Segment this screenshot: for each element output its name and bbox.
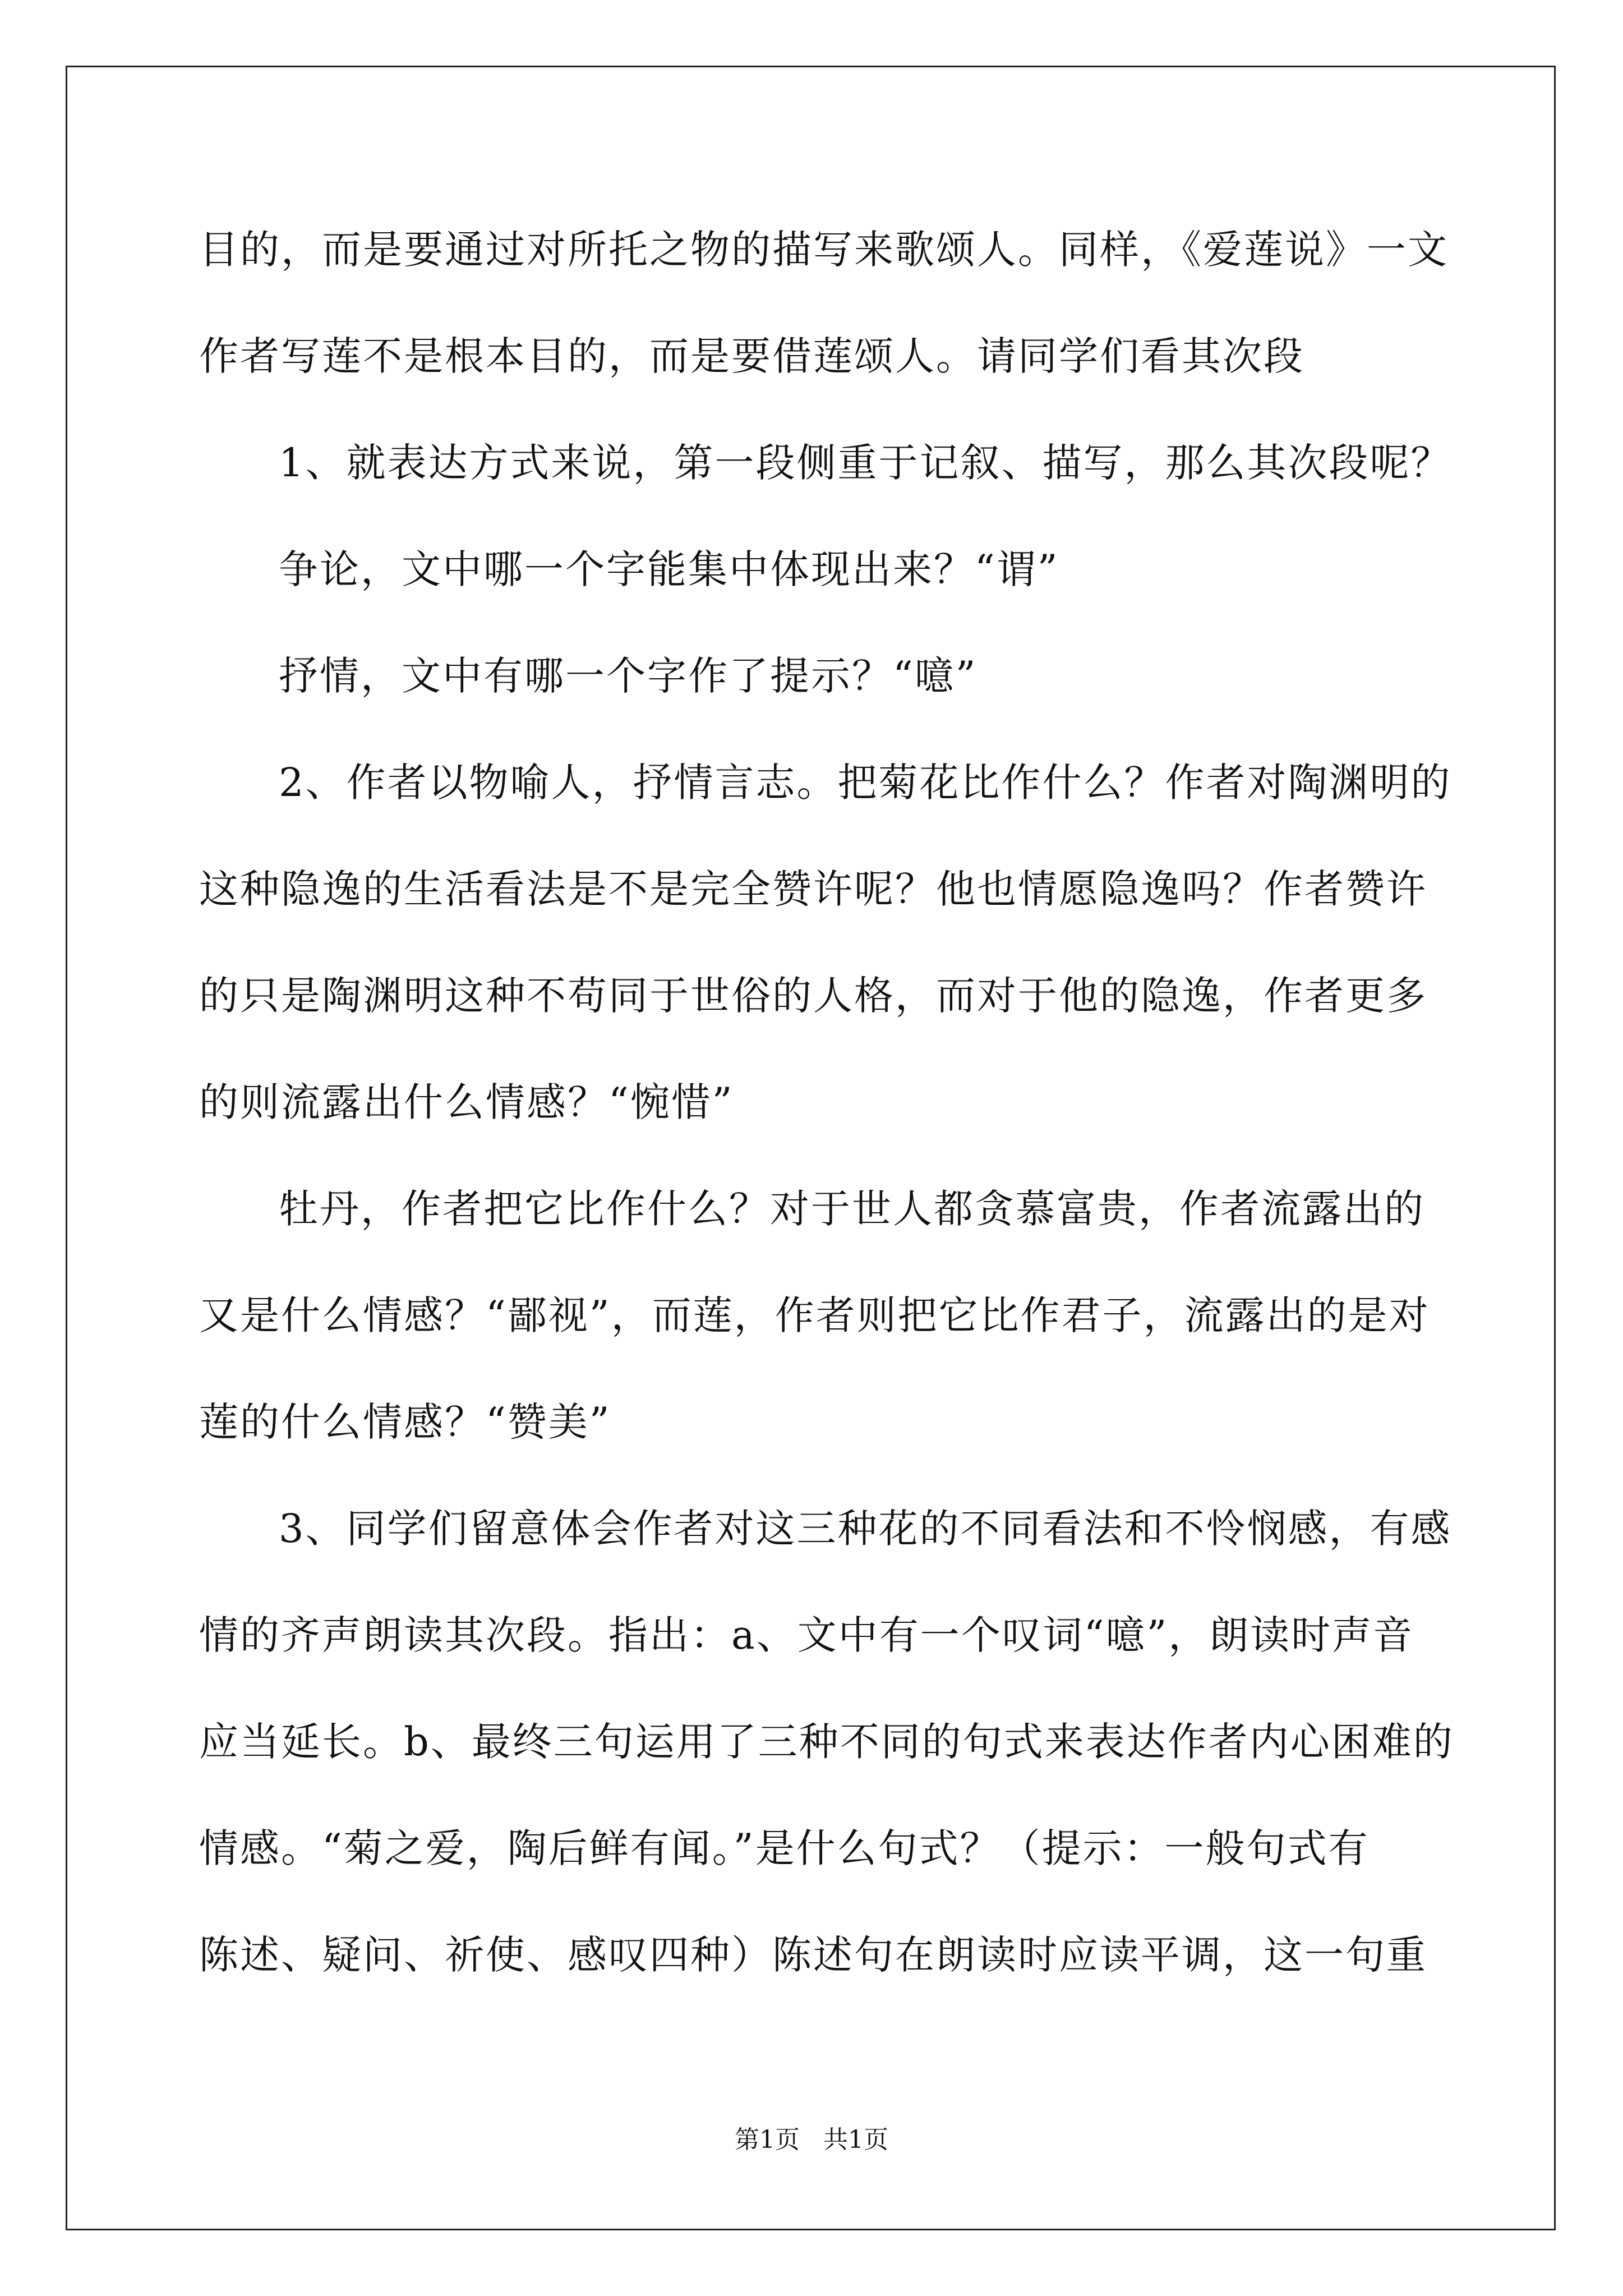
text-line: 应当延长。b、最终三句运用了三种不同的句式来表达作者内心困难的: [199, 1719, 1454, 1765]
page-footer: [0, 2126, 1623, 2154]
paragraph-start-line: 2、作者以物喻人，抒情言志。把菊花比作什么？作者对陶渊明的: [279, 760, 1452, 806]
page-border: [66, 66, 1556, 2230]
text-line: 目的，而是要通过对所托之物的描写来歌颂人。同样，《爱莲说》一文: [199, 227, 1449, 273]
paragraph-start-line: 抒情，文中有哪一个字作了提示？“噫”: [279, 653, 978, 699]
page-total: 共1页: [823, 2125, 888, 2154]
text-line: 情感。“菊之爱，陶后鲜有闻。”是什么句式？（提示：一般句式有: [199, 1825, 1370, 1871]
text-line: 莲的什么情感？“赞美”: [199, 1399, 611, 1445]
text-line: 又是什么情感？“鄙视”，而莲，作者则把它比作君子，流露出的是对: [199, 1292, 1430, 1338]
text-line: 的只是陶渊明这种不苟同于世俗的人格，而对于他的隐逸，作者更多: [199, 973, 1427, 1019]
text-line: 的则流露出什么情感？“惋惜”: [199, 1079, 734, 1125]
paragraph-start-line: 1、就表达方式来说，第一段侧重于记叙、描写，那么其次段呢？: [279, 440, 1452, 486]
paragraph-start-line: 争论，文中哪一个字能集中体现出来？“谓”: [279, 546, 1059, 592]
paragraph-start-line: 牡丹，作者把它比作什么？对于世人都贪慕富贵，作者流露出的: [279, 1186, 1425, 1232]
text-line: 陈述、疑问、祈使、感叹四种）陈述句在朗读时应读平调，这一句重: [199, 1932, 1427, 1978]
paragraph-start-line: 3、同学们留意体会作者对这三种花的不同看法和不怜悯感，有感: [279, 1506, 1452, 1552]
text-line: 情的齐声朗读其次段。指出：a、文中有一个叹词“噫”，朗读时声音: [199, 1612, 1414, 1658]
text-line: 这种隐逸的生活看法是不是完全赞许呢？他也情愿隐逸吗？作者赞许: [199, 866, 1427, 912]
page-number: 第1页: [735, 2125, 800, 2154]
text-line: 作者写莲不是根本目的，而是要借莲颂人。请同学们看其次段: [199, 333, 1304, 379]
